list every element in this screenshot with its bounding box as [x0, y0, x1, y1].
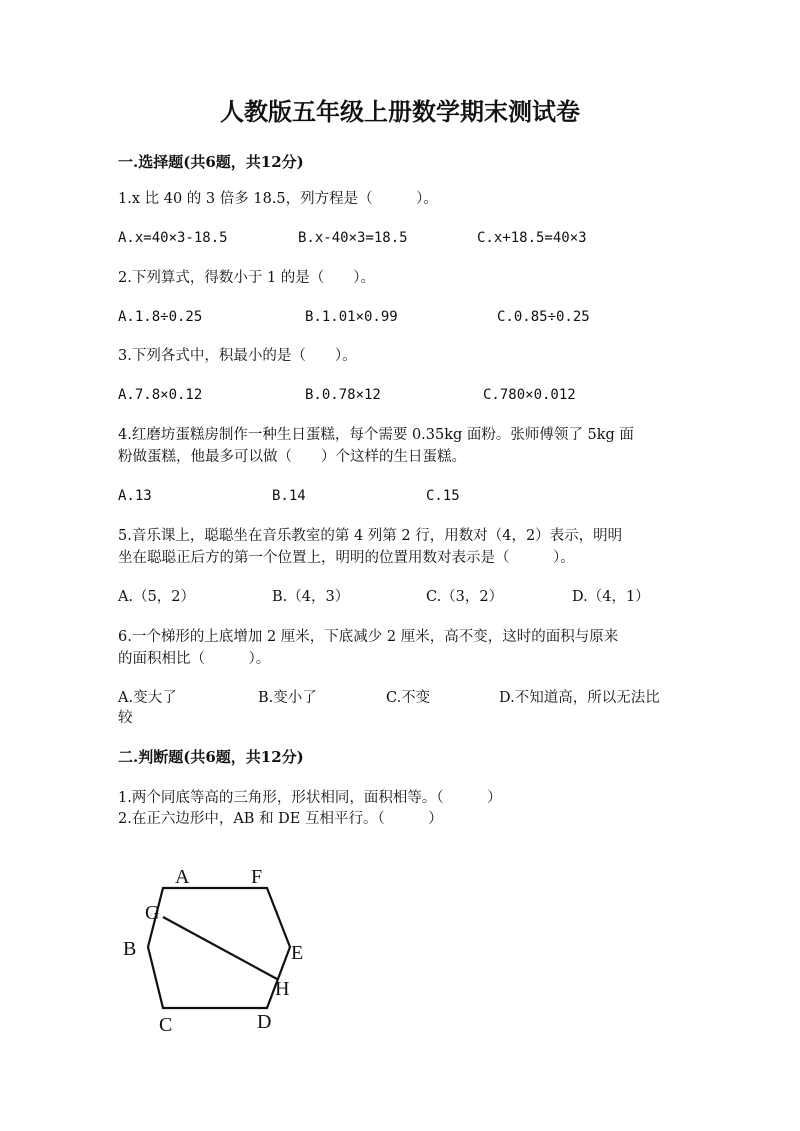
judge-q2: 2.在正六边形中，AB 和 DE 互相平行。（ ） — [118, 811, 443, 827]
q2-option-b: B.1.01×0.99 — [305, 309, 398, 325]
q6-option-c: C.不变 — [386, 690, 431, 706]
q6-option-d-line-2: 较 — [118, 710, 133, 726]
q4-option-b: B.14 — [272, 488, 306, 504]
q1-option-c: C.x+18.5=40×3 — [477, 230, 587, 246]
section-1-heading: 一.选择题(共6题，共12分) — [118, 153, 304, 171]
q3-option-c: C.780×0.012 — [483, 387, 576, 403]
page-title: 人教版五年级上册数学期末测试卷 — [220, 97, 580, 126]
label-a: A — [175, 866, 190, 888]
judge-q1: 1.两个同底等高的三角形，形状相同，面积相等。（ ） — [118, 790, 502, 806]
q5-option-d: D.（4，1） — [572, 589, 650, 605]
q2-stem: 2.下列算式，得数小于 1 的是（ ）。 — [118, 270, 376, 286]
q3-option-a: A.7.8×0.12 — [118, 387, 203, 403]
q3-stem: 3.下列各式中，积最小的是（ ）。 — [118, 348, 357, 364]
q2-option-a: A.1.8÷0.25 — [118, 309, 203, 325]
q1-option-a: A.x=40×3-18.5 — [118, 230, 228, 246]
q4-stem-line-2: 粉做蛋糕，他最多可以做（ ）个这样的生日蛋糕。 — [118, 449, 466, 465]
q5-stem-line-2: 坐在聪聪正后方的第一个位置上，明明的位置用数对表示是（ ）。 — [118, 550, 575, 566]
q5-option-c: C.（3，2） — [426, 589, 504, 605]
q5-option-b: B.（4，3） — [272, 589, 350, 605]
section-2-heading: 二.判断题(共6题，共12分) — [118, 748, 304, 766]
q4-option-c: C.15 — [426, 488, 460, 504]
q6-option-a: A.变大了 — [118, 690, 177, 706]
q1-stem: 1.x 比 40 的 3 倍多 18.5，列方程是（ ）。 — [118, 191, 438, 207]
label-e: E — [291, 942, 304, 964]
label-d: D — [257, 1011, 272, 1033]
q6-option-d-line-1: D.不知道高，所以无法比 — [499, 690, 660, 706]
q3-option-b: B.0.78×12 — [305, 387, 381, 403]
segment-gh — [163, 917, 277, 979]
q5-option-a: A.（5，2） — [118, 589, 196, 605]
q6-stem-line-2: 的面积相比（ ）。 — [118, 651, 271, 667]
q1-option-b: B.x-40×3=18.5 — [298, 230, 408, 246]
q2-option-c: C.0.85÷0.25 — [497, 309, 590, 325]
q6-option-b: B.变小了 — [258, 690, 317, 706]
q5-stem-line-1: 5.音乐课上，聪聪坐在音乐教室的第 4 列第 2 行，用数对（4，2）表示，明明 — [118, 528, 623, 544]
label-b: B — [123, 938, 137, 960]
q6-stem-line-1: 6.一个梯形的上底增加 2 厘米，下底减少 2 厘米，高不变，这时的面积与原来 — [118, 629, 619, 645]
label-f: F — [251, 866, 263, 888]
label-h: H — [275, 978, 290, 1000]
hexagon-figure — [115, 855, 315, 1035]
label-g: G — [145, 902, 160, 924]
q4-stem-line-1: 4.红磨坊蛋糕房制作一种生日蛋糕，每个需要 0.35kg 面粉。张师傅领了 5kg 面 — [118, 427, 634, 443]
label-c: C — [159, 1014, 173, 1035]
q4-option-a: A.13 — [118, 488, 152, 504]
